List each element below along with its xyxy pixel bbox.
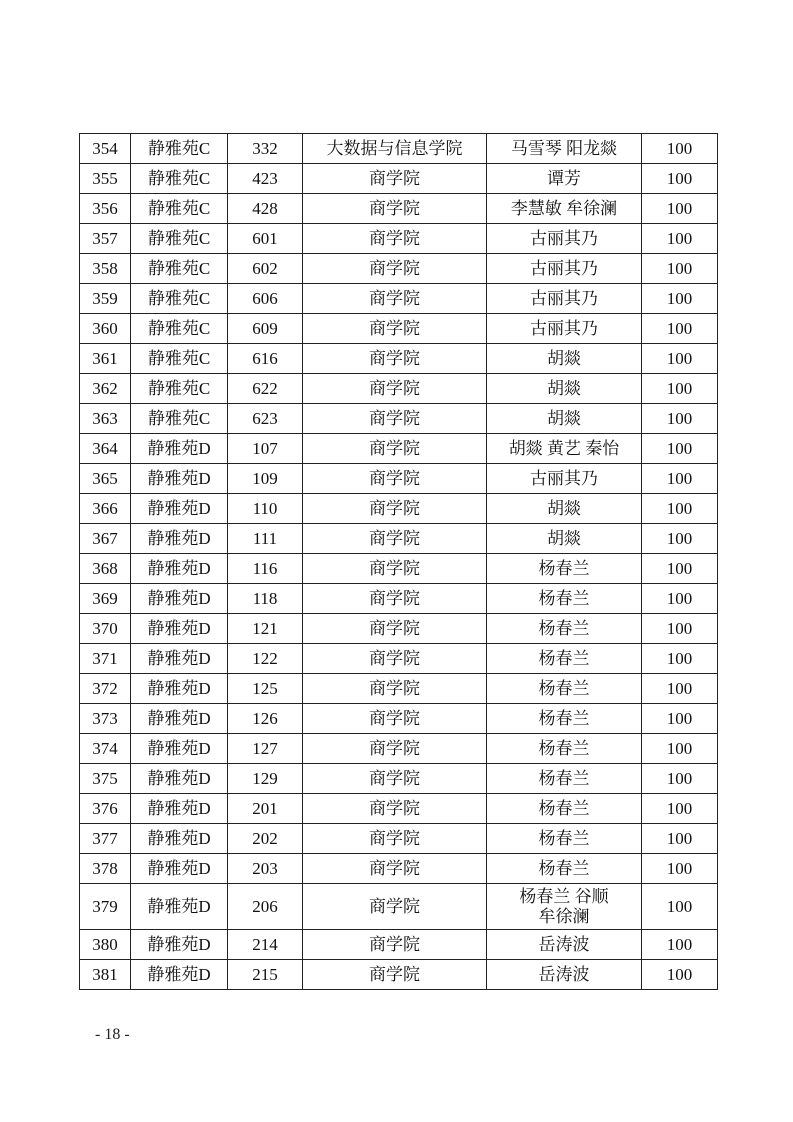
cell-room-number: 125 (228, 674, 303, 704)
cell-building: 静雅苑D (131, 854, 228, 884)
cell-score: 100 (642, 134, 718, 164)
cell-serial-number: 372 (80, 674, 131, 704)
cell-room-number: 201 (228, 794, 303, 824)
cell-score: 100 (642, 464, 718, 494)
table-row (80, 194, 718, 224)
cell-room-number: 428 (228, 194, 303, 224)
cell-building: 静雅苑C (131, 404, 228, 434)
table-row (80, 254, 718, 284)
cell-room-number: 215 (228, 960, 303, 990)
table-row (80, 930, 718, 960)
cell-score: 100 (642, 314, 718, 344)
cell-responsible-person: 古丽其乃 (487, 464, 642, 494)
cell-college: 商学院 (303, 764, 487, 794)
cell-college: 商学院 (303, 614, 487, 644)
table-row (80, 404, 718, 434)
table-row (80, 434, 718, 464)
cell-score: 100 (642, 644, 718, 674)
cell-serial-number: 366 (80, 494, 131, 524)
cell-responsible-person: 杨春兰 (487, 644, 642, 674)
cell-serial-number: 374 (80, 734, 131, 764)
cell-score: 100 (642, 614, 718, 644)
cell-serial-number: 370 (80, 614, 131, 644)
cell-serial-number: 362 (80, 374, 131, 404)
cell-serial-number: 380 (80, 930, 131, 960)
cell-room-number: 107 (228, 434, 303, 464)
page-number: - 18 - (95, 1026, 130, 1043)
cell-building: 静雅苑D (131, 464, 228, 494)
cell-building: 静雅苑C (131, 344, 228, 374)
table-row (80, 734, 718, 764)
cell-score: 100 (642, 794, 718, 824)
cell-college: 商学院 (303, 524, 487, 554)
cell-score: 100 (642, 164, 718, 194)
cell-serial-number: 365 (80, 464, 131, 494)
cell-responsible-person: 胡燚 (487, 374, 642, 404)
cell-responsible-person: 胡燚 (487, 344, 642, 374)
cell-responsible-person: 古丽其乃 (487, 314, 642, 344)
cell-serial-number: 358 (80, 254, 131, 284)
cell-room-number: 623 (228, 404, 303, 434)
cell-college: 商学院 (303, 930, 487, 960)
cell-responsible-person: 杨春兰 (487, 794, 642, 824)
cell-serial-number: 356 (80, 194, 131, 224)
cell-responsible-person: 杨春兰 谷顺 牟徐澜 (487, 884, 642, 930)
cell-college: 商学院 (303, 960, 487, 990)
cell-score: 100 (642, 764, 718, 794)
cell-college: 商学院 (303, 374, 487, 404)
cell-room-number: 126 (228, 704, 303, 734)
cell-college: 商学院 (303, 584, 487, 614)
cell-score: 100 (642, 374, 718, 404)
cell-room-number: 118 (228, 584, 303, 614)
cell-college: 商学院 (303, 854, 487, 884)
cell-building: 静雅苑D (131, 644, 228, 674)
cell-serial-number: 360 (80, 314, 131, 344)
cell-building: 静雅苑D (131, 824, 228, 854)
cell-responsible-person: 古丽其乃 (487, 224, 642, 254)
cell-serial-number: 376 (80, 794, 131, 824)
cell-score: 100 (642, 704, 718, 734)
cell-serial-number: 357 (80, 224, 131, 254)
table-row (80, 794, 718, 824)
table-row (80, 284, 718, 314)
cell-room-number: 129 (228, 764, 303, 794)
table-row (80, 960, 718, 990)
cell-room-number: 110 (228, 494, 303, 524)
cell-serial-number: 354 (80, 134, 131, 164)
table-row (80, 644, 718, 674)
cell-college: 商学院 (303, 164, 487, 194)
cell-college: 商学院 (303, 734, 487, 764)
cell-building: 静雅苑C (131, 134, 228, 164)
table-body (80, 134, 718, 990)
cell-college: 大数据与信息学院 (303, 134, 487, 164)
cell-building: 静雅苑C (131, 194, 228, 224)
cell-responsible-person: 胡燚 (487, 494, 642, 524)
cell-responsible-person: 杨春兰 (487, 554, 642, 584)
cell-responsible-person: 谭芳 (487, 164, 642, 194)
cell-college: 商学院 (303, 674, 487, 704)
cell-room-number: 109 (228, 464, 303, 494)
cell-building: 静雅苑D (131, 524, 228, 554)
cell-room-number: 606 (228, 284, 303, 314)
cell-responsible-person: 胡燚 黄艺 秦怡 (487, 434, 642, 464)
cell-building: 静雅苑D (131, 884, 228, 930)
cell-score: 100 (642, 824, 718, 854)
cell-building: 静雅苑D (131, 704, 228, 734)
cell-college: 商学院 (303, 464, 487, 494)
cell-serial-number: 355 (80, 164, 131, 194)
cell-room-number: 202 (228, 824, 303, 854)
cell-responsible-person: 杨春兰 (487, 674, 642, 704)
cell-score: 100 (642, 434, 718, 464)
cell-college: 商学院 (303, 434, 487, 464)
table-row (80, 314, 718, 344)
table-row (80, 164, 718, 194)
cell-responsible-person: 李慧敏 牟徐澜 (487, 194, 642, 224)
cell-serial-number: 364 (80, 434, 131, 464)
cell-building: 静雅苑D (131, 794, 228, 824)
cell-room-number: 122 (228, 644, 303, 674)
table-row (80, 584, 718, 614)
table-row (80, 344, 718, 374)
cell-college: 商学院 (303, 254, 487, 284)
cell-college: 商学院 (303, 314, 487, 344)
cell-serial-number: 377 (80, 824, 131, 854)
cell-responsible-person: 杨春兰 (487, 824, 642, 854)
cell-building: 静雅苑C (131, 374, 228, 404)
cell-building: 静雅苑D (131, 960, 228, 990)
cell-responsible-person: 杨春兰 (487, 854, 642, 884)
cell-college: 商学院 (303, 404, 487, 434)
cell-responsible-person: 岳涛波 (487, 960, 642, 990)
cell-score: 100 (642, 194, 718, 224)
table-row (80, 854, 718, 884)
table-row (80, 224, 718, 254)
cell-college: 商学院 (303, 824, 487, 854)
cell-serial-number: 371 (80, 644, 131, 674)
cell-building: 静雅苑D (131, 614, 228, 644)
table-row (80, 824, 718, 854)
cell-score: 100 (642, 254, 718, 284)
cell-score: 100 (642, 344, 718, 374)
cell-responsible-person: 杨春兰 (487, 734, 642, 764)
cell-score: 100 (642, 930, 718, 960)
cell-serial-number: 378 (80, 854, 131, 884)
table-row (80, 704, 718, 734)
cell-score: 100 (642, 734, 718, 764)
cell-room-number: 127 (228, 734, 303, 764)
cell-score: 100 (642, 284, 718, 314)
cell-college: 商学院 (303, 554, 487, 584)
cell-score: 100 (642, 524, 718, 554)
cell-building: 静雅苑D (131, 554, 228, 584)
cell-room-number: 609 (228, 314, 303, 344)
cell-room-number: 203 (228, 854, 303, 884)
cell-building: 静雅苑D (131, 584, 228, 614)
dormitory-table (79, 133, 718, 990)
cell-serial-number: 373 (80, 704, 131, 734)
cell-room-number: 121 (228, 614, 303, 644)
cell-serial-number: 361 (80, 344, 131, 374)
cell-serial-number: 368 (80, 554, 131, 584)
cell-college: 商学院 (303, 704, 487, 734)
cell-college: 商学院 (303, 194, 487, 224)
cell-score: 100 (642, 960, 718, 990)
table-row (80, 674, 718, 704)
cell-room-number: 602 (228, 254, 303, 284)
cell-room-number: 601 (228, 224, 303, 254)
table-row (80, 614, 718, 644)
cell-room-number: 423 (228, 164, 303, 194)
table-row (80, 494, 718, 524)
table-row (80, 134, 718, 164)
table-row (80, 884, 718, 930)
cell-responsible-person: 杨春兰 (487, 584, 642, 614)
cell-serial-number: 367 (80, 524, 131, 554)
cell-responsible-person: 胡燚 (487, 524, 642, 554)
cell-score: 100 (642, 554, 718, 584)
table-row (80, 554, 718, 584)
table-row (80, 374, 718, 404)
cell-responsible-person: 古丽其乃 (487, 284, 642, 314)
cell-building: 静雅苑D (131, 734, 228, 764)
cell-building: 静雅苑C (131, 224, 228, 254)
cell-college: 商学院 (303, 284, 487, 314)
table-row (80, 464, 718, 494)
cell-room-number: 116 (228, 554, 303, 584)
cell-room-number: 214 (228, 930, 303, 960)
cell-serial-number: 363 (80, 404, 131, 434)
cell-responsible-person: 马雪琴 阳龙燚 (487, 134, 642, 164)
cell-score: 100 (642, 854, 718, 884)
cell-college: 商学院 (303, 884, 487, 930)
cell-score: 100 (642, 674, 718, 704)
cell-responsible-person: 杨春兰 (487, 704, 642, 734)
cell-college: 商学院 (303, 494, 487, 524)
cell-building: 静雅苑C (131, 164, 228, 194)
cell-score: 100 (642, 404, 718, 434)
cell-room-number: 616 (228, 344, 303, 374)
cell-college: 商学院 (303, 224, 487, 254)
cell-serial-number: 381 (80, 960, 131, 990)
table-row (80, 524, 718, 554)
cell-responsible-person: 胡燚 (487, 404, 642, 434)
cell-serial-number: 369 (80, 584, 131, 614)
cell-room-number: 332 (228, 134, 303, 164)
cell-college: 商学院 (303, 644, 487, 674)
cell-room-number: 206 (228, 884, 303, 930)
cell-responsible-person: 古丽其乃 (487, 254, 642, 284)
cell-building: 静雅苑C (131, 254, 228, 284)
cell-room-number: 622 (228, 374, 303, 404)
cell-responsible-person: 杨春兰 (487, 764, 642, 794)
cell-serial-number: 375 (80, 764, 131, 794)
cell-building: 静雅苑D (131, 674, 228, 704)
cell-college: 商学院 (303, 344, 487, 374)
cell-building: 静雅苑C (131, 314, 228, 344)
cell-responsible-person: 岳涛波 (487, 930, 642, 960)
cell-responsible-person: 杨春兰 (487, 614, 642, 644)
cell-building: 静雅苑C (131, 284, 228, 314)
cell-building: 静雅苑D (131, 434, 228, 464)
cell-score: 100 (642, 584, 718, 614)
cell-building: 静雅苑D (131, 764, 228, 794)
cell-building: 静雅苑D (131, 930, 228, 960)
cell-score: 100 (642, 884, 718, 930)
cell-college: 商学院 (303, 794, 487, 824)
cell-score: 100 (642, 494, 718, 524)
cell-serial-number: 379 (80, 884, 131, 930)
table-row (80, 764, 718, 794)
cell-room-number: 111 (228, 524, 303, 554)
cell-score: 100 (642, 224, 718, 254)
cell-building: 静雅苑D (131, 494, 228, 524)
cell-serial-number: 359 (80, 284, 131, 314)
